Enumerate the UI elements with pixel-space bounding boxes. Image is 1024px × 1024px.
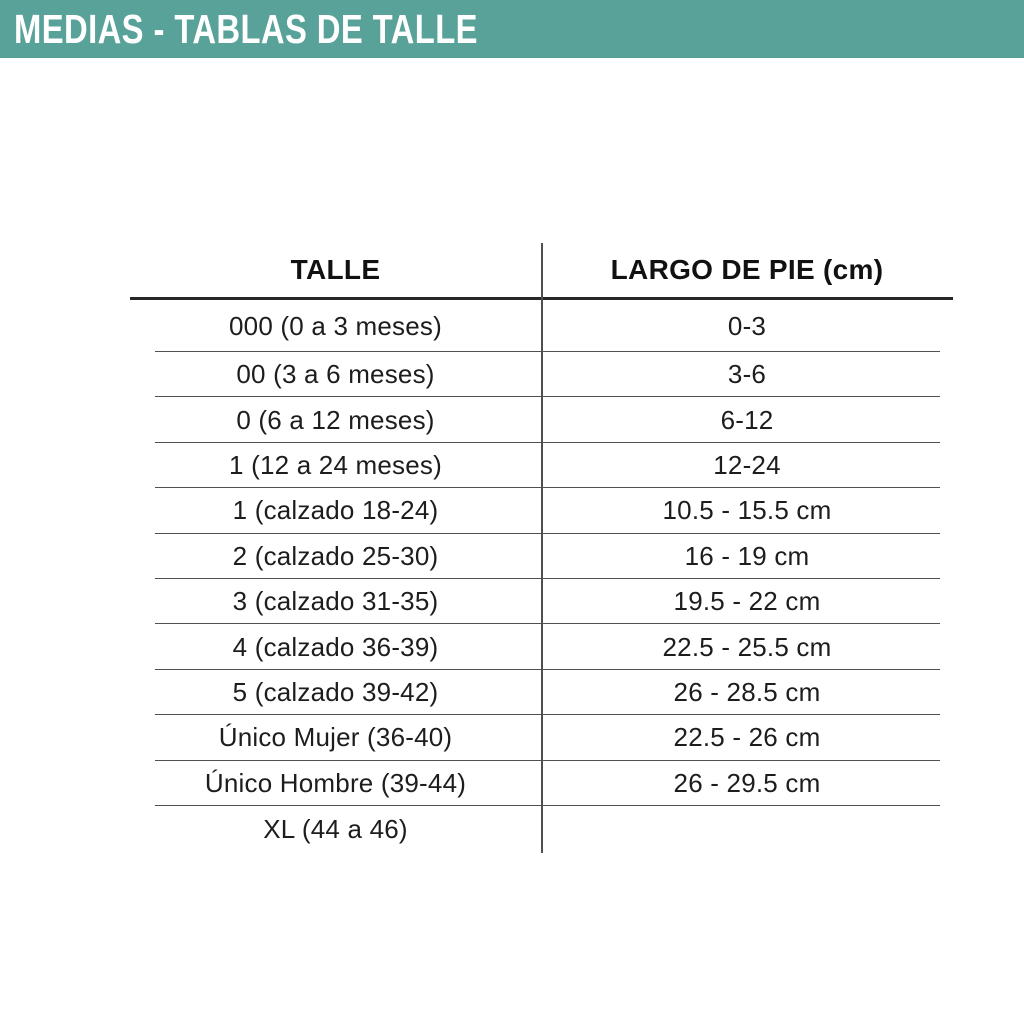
size-table (130, 243, 953, 855)
length-cell: 22.5 - 25.5 cm (662, 631, 832, 662)
length-cell: 19.5 - 22 cm (673, 586, 821, 617)
length-cell: 26 - 28.5 cm (673, 676, 821, 707)
table-row (130, 806, 953, 853)
length-cell: 3-6 (727, 359, 767, 390)
length-cell: 16 - 19 cm (684, 540, 810, 571)
table-row (130, 300, 953, 352)
table-row (130, 397, 953, 442)
size-cell: 00 (3 a 6 meses) (236, 359, 435, 390)
size-cell: Único Hombre (39-44) (204, 767, 467, 798)
table-row (130, 579, 953, 624)
size-cell: 1 (calzado 18-24) (232, 495, 439, 526)
table-row (130, 715, 953, 760)
size-cell: 4 (calzado 36-39) (232, 631, 439, 662)
length-cell: 10.5 - 15.5 cm (662, 495, 832, 526)
table-row (130, 761, 953, 806)
table-row (130, 443, 953, 488)
table-row (130, 352, 953, 397)
size-cell: 0 (6 a 12 meses) (236, 404, 435, 435)
length-cell: 6-12 (720, 404, 774, 435)
size-cell: 000 (0 a 3 meses) (229, 310, 442, 341)
table-row (130, 624, 953, 669)
size-cell: 1 (12 a 24 meses) (229, 449, 442, 480)
size-cell: XL (44 a 46) (263, 813, 408, 844)
table-row (130, 488, 953, 533)
page-title: MEDIAS - TABLAS DE TALLE (14, 6, 478, 52)
table-row (130, 534, 953, 579)
table-row (130, 670, 953, 715)
size-cell: Único Mujer (36-40) (218, 722, 453, 753)
title-bar (0, 0, 1024, 58)
size-cell: 3 (calzado 31-35) (232, 586, 439, 617)
column-header-talle: TALLE (290, 254, 381, 285)
size-cell: 2 (calzado 25-30) (232, 540, 439, 571)
column-header-largo: LARGO DE PIE (cm) (610, 254, 884, 285)
length-cell (541, 806, 953, 853)
length-cell: 0-3 (727, 310, 767, 341)
length-cell: 22.5 - 26 cm (673, 722, 821, 753)
length-cell: 26 - 29.5 cm (673, 767, 821, 798)
size-cell: 5 (calzado 39-42) (232, 676, 439, 707)
length-cell: 12-24 (713, 449, 781, 480)
